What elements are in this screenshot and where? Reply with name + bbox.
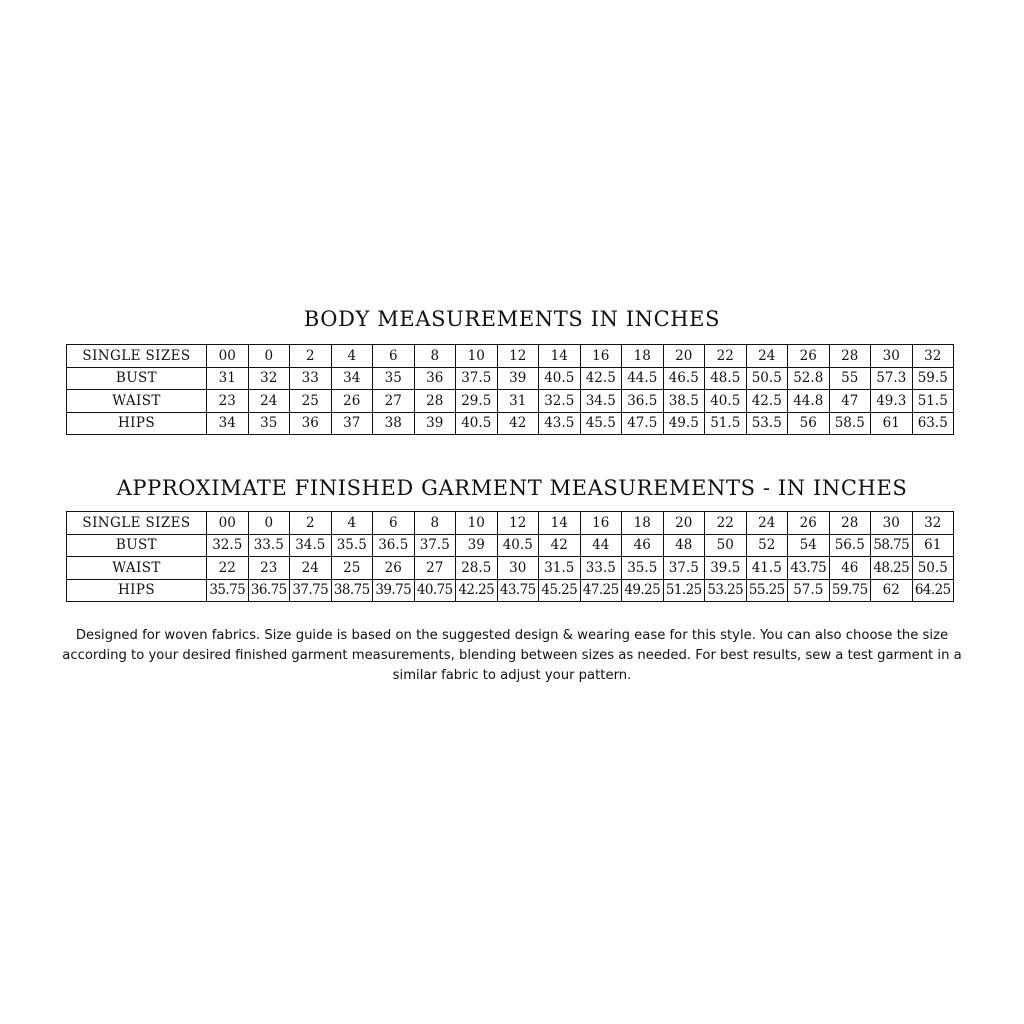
size-header-cell: 32 <box>912 345 954 368</box>
size-header-cell: 22 <box>705 345 747 368</box>
measurement-cell: 41.5 <box>746 557 788 580</box>
measurement-cell: 59.5 <box>912 367 954 390</box>
measurement-cell: 31 <box>207 367 249 390</box>
measurement-cell: 39.5 <box>705 557 747 580</box>
measurement-cell: 24 <box>290 557 332 580</box>
size-header-cell: 6 <box>373 345 415 368</box>
size-header-cell: 0 <box>248 512 290 535</box>
measurement-row-bust <box>67 534 954 557</box>
measurement-cell: 48.25 <box>871 557 913 580</box>
measurement-cell: 47.5 <box>622 412 664 435</box>
measurement-cell: 32.5 <box>207 534 249 557</box>
measurement-cell: 44.5 <box>622 367 664 390</box>
size-header-cell: 0 <box>248 345 290 368</box>
measurement-cell: 51.5 <box>705 412 747 435</box>
size-header-cell: 12 <box>497 345 539 368</box>
measurement-cell: 32 <box>248 367 290 390</box>
measurement-cell: 42.5 <box>580 367 622 390</box>
measurement-cell: 46.5 <box>663 367 705 390</box>
note-line-2: according to your desired finished garment measurements, blending between sizes as needed. For best results, sew a test garment in a <box>62 648 962 663</box>
size-header-cell: 16 <box>580 345 622 368</box>
size-header-cell: 20 <box>663 512 705 535</box>
row-label-single-sizes: SINGLE SIZES <box>67 512 207 535</box>
measurement-cell: 58.5 <box>829 412 871 435</box>
size-header-cell: 12 <box>497 512 539 535</box>
measurement-cell: 42.5 <box>746 390 788 413</box>
size-guide-note <box>50 626 974 686</box>
measurement-cell: 37.5 <box>456 367 498 390</box>
measurement-cell: 38.75 <box>331 579 373 602</box>
measurement-cell: 37 <box>331 412 373 435</box>
body-measurements-table <box>66 344 954 435</box>
size-header-cell: 24 <box>746 345 788 368</box>
measurement-cell: 42 <box>497 412 539 435</box>
size-header-cell: 28 <box>829 512 871 535</box>
size-header-cell: 10 <box>456 345 498 368</box>
measurement-cell: 56 <box>788 412 830 435</box>
note-line-3: similar fabric to adjust your pattern. <box>392 668 632 683</box>
measurement-cell: 39 <box>497 367 539 390</box>
measurement-cell: 33.5 <box>248 534 290 557</box>
size-header-cell: 14 <box>539 512 581 535</box>
measurement-cell: 27 <box>414 557 456 580</box>
size-header-cell: 32 <box>912 512 954 535</box>
measurement-cell: 49.5 <box>663 412 705 435</box>
measurement-cell: 36.5 <box>373 534 415 557</box>
measurement-cell: 58.75 <box>871 534 913 557</box>
size-header-cell: 14 <box>539 345 581 368</box>
measurement-cell: 52 <box>746 534 788 557</box>
measurement-cell: 22 <box>207 557 249 580</box>
size-header-cell: 2 <box>290 345 332 368</box>
body-measurements-title: BODY MEASUREMENTS IN INCHES <box>303 307 721 331</box>
measurement-cell: 45.25 <box>539 579 581 602</box>
measurement-cell: 36 <box>290 412 332 435</box>
size-header-cell: 24 <box>746 512 788 535</box>
measurement-cell: 37.5 <box>663 557 705 580</box>
measurement-row-hips <box>67 579 954 602</box>
measurement-cell: 23 <box>248 557 290 580</box>
measurement-cell: 40.5 <box>497 534 539 557</box>
size-header-cell: 28 <box>829 345 871 368</box>
measurement-cell: 63.5 <box>912 412 954 435</box>
measurement-cell: 47.25 <box>580 579 622 602</box>
measurement-cell: 48.5 <box>705 367 747 390</box>
measurement-cell: 31.5 <box>539 557 581 580</box>
size-header-cell: 8 <box>414 345 456 368</box>
measurement-cell: 46 <box>829 557 871 580</box>
size-header-cell: 26 <box>788 512 830 535</box>
size-header-cell: 30 <box>871 345 913 368</box>
measurement-cell: 45.5 <box>580 412 622 435</box>
measurement-cell: 59.75 <box>829 579 871 602</box>
size-header-cell: 4 <box>331 512 373 535</box>
measurement-cell: 33.5 <box>580 557 622 580</box>
measurement-cell: 27 <box>373 390 415 413</box>
measurement-cell: 55.25 <box>746 579 788 602</box>
measurement-cell: 54 <box>788 534 830 557</box>
measurement-cell: 34 <box>207 412 249 435</box>
measurement-cell: 43.5 <box>539 412 581 435</box>
measurement-cell: 36 <box>414 367 456 390</box>
row-label-single-sizes: SINGLE SIZES <box>67 345 207 368</box>
measurement-cell: 52.8 <box>788 367 830 390</box>
measurement-cell: 31 <box>497 390 539 413</box>
garment-measurements-title: APPROXIMATE FINISHED GARMENT MEASUREMENTS - IN INCHES <box>116 476 908 500</box>
measurement-cell: 51.5 <box>912 390 954 413</box>
measurement-cell: 26 <box>373 557 415 580</box>
size-header-cell: 00 <box>207 345 249 368</box>
measurement-cell: 25 <box>290 390 332 413</box>
measurement-cell: 48 <box>663 534 705 557</box>
measurement-cell: 36.5 <box>622 390 664 413</box>
measurement-cell: 50.5 <box>912 557 954 580</box>
measurement-cell: 53.5 <box>746 412 788 435</box>
row-label-hips: HIPS <box>67 579 207 602</box>
measurement-cell: 44 <box>580 534 622 557</box>
size-header-cell: 18 <box>622 512 664 535</box>
measurement-cell: 35.5 <box>331 534 373 557</box>
size-header-cell: 22 <box>705 512 747 535</box>
measurement-cell: 28 <box>414 390 456 413</box>
size-header-cell: 4 <box>331 345 373 368</box>
measurement-cell: 43.75 <box>788 557 830 580</box>
size-header-cell: 16 <box>580 512 622 535</box>
measurement-cell: 37.75 <box>290 579 332 602</box>
measurement-cell: 42 <box>539 534 581 557</box>
measurement-row-hips <box>67 412 954 435</box>
measurement-cell: 40.5 <box>705 390 747 413</box>
measurement-row-waist <box>67 557 954 580</box>
measurement-cell: 57.3 <box>871 367 913 390</box>
measurement-cell: 39 <box>414 412 456 435</box>
measurement-cell: 39 <box>456 534 498 557</box>
measurement-cell: 29.5 <box>456 390 498 413</box>
measurement-cell: 35.75 <box>207 579 249 602</box>
measurement-cell: 34 <box>331 367 373 390</box>
measurement-row-waist <box>67 390 954 413</box>
garment-measurements-table <box>66 511 954 602</box>
measurement-cell: 50 <box>705 534 747 557</box>
row-label-bust: BUST <box>67 534 207 557</box>
measurement-cell: 35 <box>373 367 415 390</box>
size-header-cell: 2 <box>290 512 332 535</box>
measurement-cell: 28.5 <box>456 557 498 580</box>
measurement-cell: 57.5 <box>788 579 830 602</box>
measurement-cell: 40.5 <box>456 412 498 435</box>
measurement-cell: 37.5 <box>414 534 456 557</box>
measurement-cell: 56.5 <box>829 534 871 557</box>
measurement-cell: 24 <box>248 390 290 413</box>
measurement-cell: 61 <box>912 534 954 557</box>
measurement-cell: 34.5 <box>580 390 622 413</box>
measurement-cell: 35.5 <box>622 557 664 580</box>
size-header-cell: 10 <box>456 512 498 535</box>
measurement-cell: 38.5 <box>663 390 705 413</box>
measurement-cell: 43.75 <box>497 579 539 602</box>
measurement-cell: 61 <box>871 412 913 435</box>
size-header-cell: 18 <box>622 345 664 368</box>
measurement-cell: 39.75 <box>373 579 415 602</box>
size-header-row <box>67 512 954 535</box>
size-header-row <box>67 345 954 368</box>
measurement-cell: 36.75 <box>248 579 290 602</box>
measurement-cell: 64.25 <box>912 579 954 602</box>
measurement-cell: 40.5 <box>539 367 581 390</box>
measurement-cell: 32.5 <box>539 390 581 413</box>
size-header-cell: 00 <box>207 512 249 535</box>
size-header-cell: 8 <box>414 512 456 535</box>
row-label-waist: WAIST <box>67 557 207 580</box>
measurement-cell: 38 <box>373 412 415 435</box>
row-label-bust: BUST <box>67 367 207 390</box>
measurement-cell: 50.5 <box>746 367 788 390</box>
measurement-cell: 25 <box>331 557 373 580</box>
measurement-cell: 30 <box>497 557 539 580</box>
measurement-cell: 51.25 <box>663 579 705 602</box>
measurement-cell: 44.8 <box>788 390 830 413</box>
measurement-cell: 40.75 <box>414 579 456 602</box>
measurement-cell: 53.25 <box>705 579 747 602</box>
row-label-hips: HIPS <box>67 412 207 435</box>
size-header-cell: 6 <box>373 512 415 535</box>
measurement-cell: 47 <box>829 390 871 413</box>
measurement-cell: 62 <box>871 579 913 602</box>
measurement-row-bust <box>67 367 954 390</box>
row-label-waist: WAIST <box>67 390 207 413</box>
measurement-cell: 34.5 <box>290 534 332 557</box>
measurement-cell: 42.25 <box>456 579 498 602</box>
measurement-cell: 49.3 <box>871 390 913 413</box>
measurement-cell: 49.25 <box>622 579 664 602</box>
measurement-cell: 23 <box>207 390 249 413</box>
measurement-cell: 33 <box>290 367 332 390</box>
size-header-cell: 26 <box>788 345 830 368</box>
measurement-cell: 55 <box>829 367 871 390</box>
measurement-cell: 26 <box>331 390 373 413</box>
measurement-cell: 46 <box>622 534 664 557</box>
size-header-cell: 20 <box>663 345 705 368</box>
note-line-1: Designed for woven fabrics. Size guide is based on the suggested design & wearing ease for this style. You can also choose the size <box>75 628 949 643</box>
size-header-cell: 30 <box>871 512 913 535</box>
measurement-cell: 35 <box>248 412 290 435</box>
